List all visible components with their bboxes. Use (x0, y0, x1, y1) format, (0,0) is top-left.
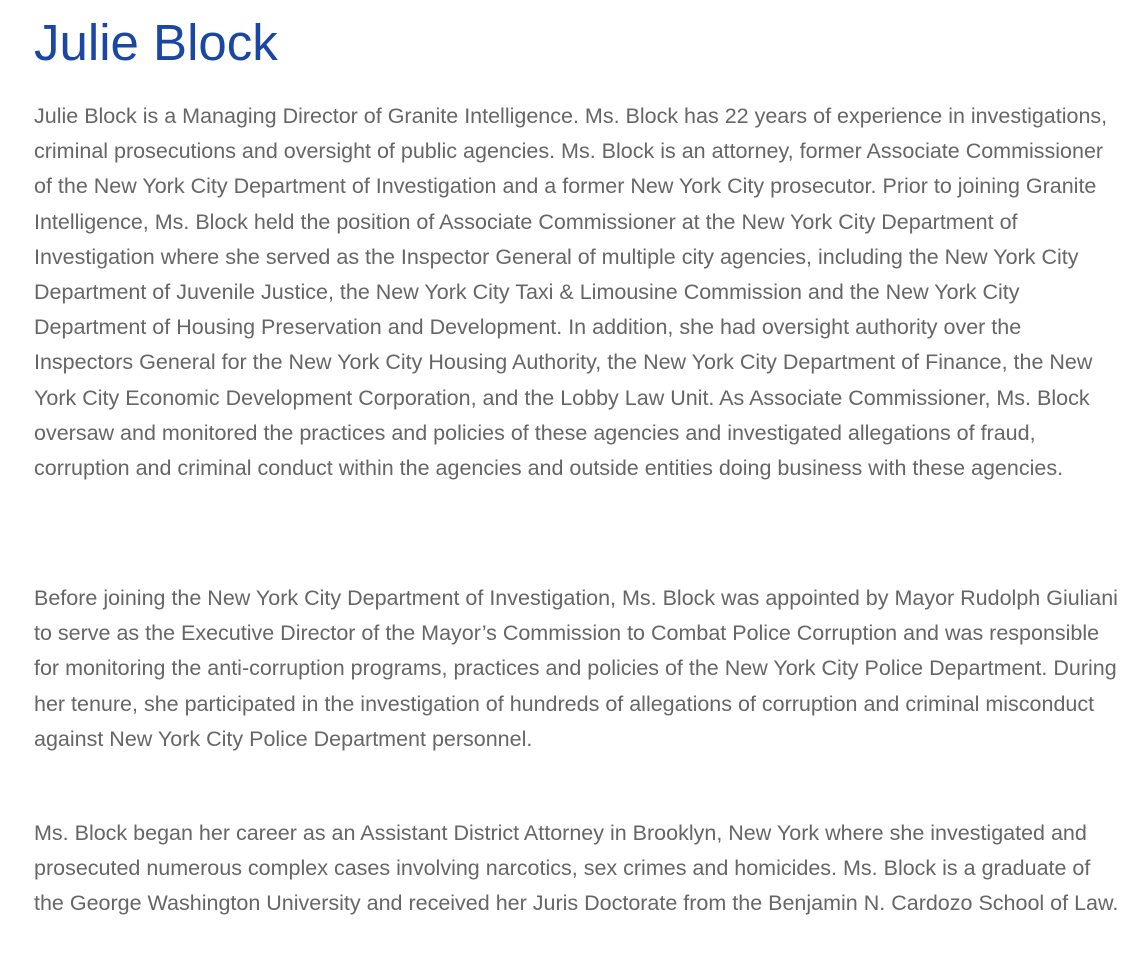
bio-paragraph-3: Ms. Block began her career as an Assistant District Attorney in Brooklyn, New York where she investigated and prosecuted numerous complex cases involving narcotics, sex crimes and homicides. Ms. Block is a graduate of the George Washington University and received her Juris Doctorate from the Benjamin N. Cardozo School of Law. (34, 821, 1119, 916)
bio-paragraph-1: Julie Block is a Managing Director of Granite Intelligence. Ms. Block has 22 years of experience in investigations, criminal prosecutions and oversight of public agencies. Ms. Block is an attorney, former Associate Commissioner of the New York City Department of Investigation and a former New York City prosecutor. Prior to joining Granite Intelligence, Ms. Block held the position of Associate Commissioner at the New York City Department of Investigation where she served as the Inspector General of multiple city agencies, including the New York City Department of Juvenile Justice, the New York City Taxi & Limousine Commission and the New York City Department of Housing Preservation and Development. In addition, she had oversight authority over the Inspectors General for the New York City Housing Authority, the New York City Department of Finance, the New York City Economic Development Corporation, and the Lobby Law Unit. As Associate Commissioner, Ms. Block oversaw and monitored the practices and policies of these agencies and investigated allegations of fraud, corruption and criminal conduct within the agencies and outside entities doing business with these agencies. (34, 104, 1108, 481)
page-title: Julie Block (34, 14, 278, 71)
bio-paragraph-2: Before joining the New York City Department of Investigation, Ms. Block was appointed by Mayor Rudolph Giuliani to serve as the Executive Director of the Mayor’s Commission to Combat Police Corruption and was responsible for monitoring the anti-corruption programs, practices and policies of the New York City Police Department. During her tenure, she participated in the investigation of hundreds of allegations of corruption and criminal misconduct against New York City Police Department personnel. (34, 586, 1118, 751)
